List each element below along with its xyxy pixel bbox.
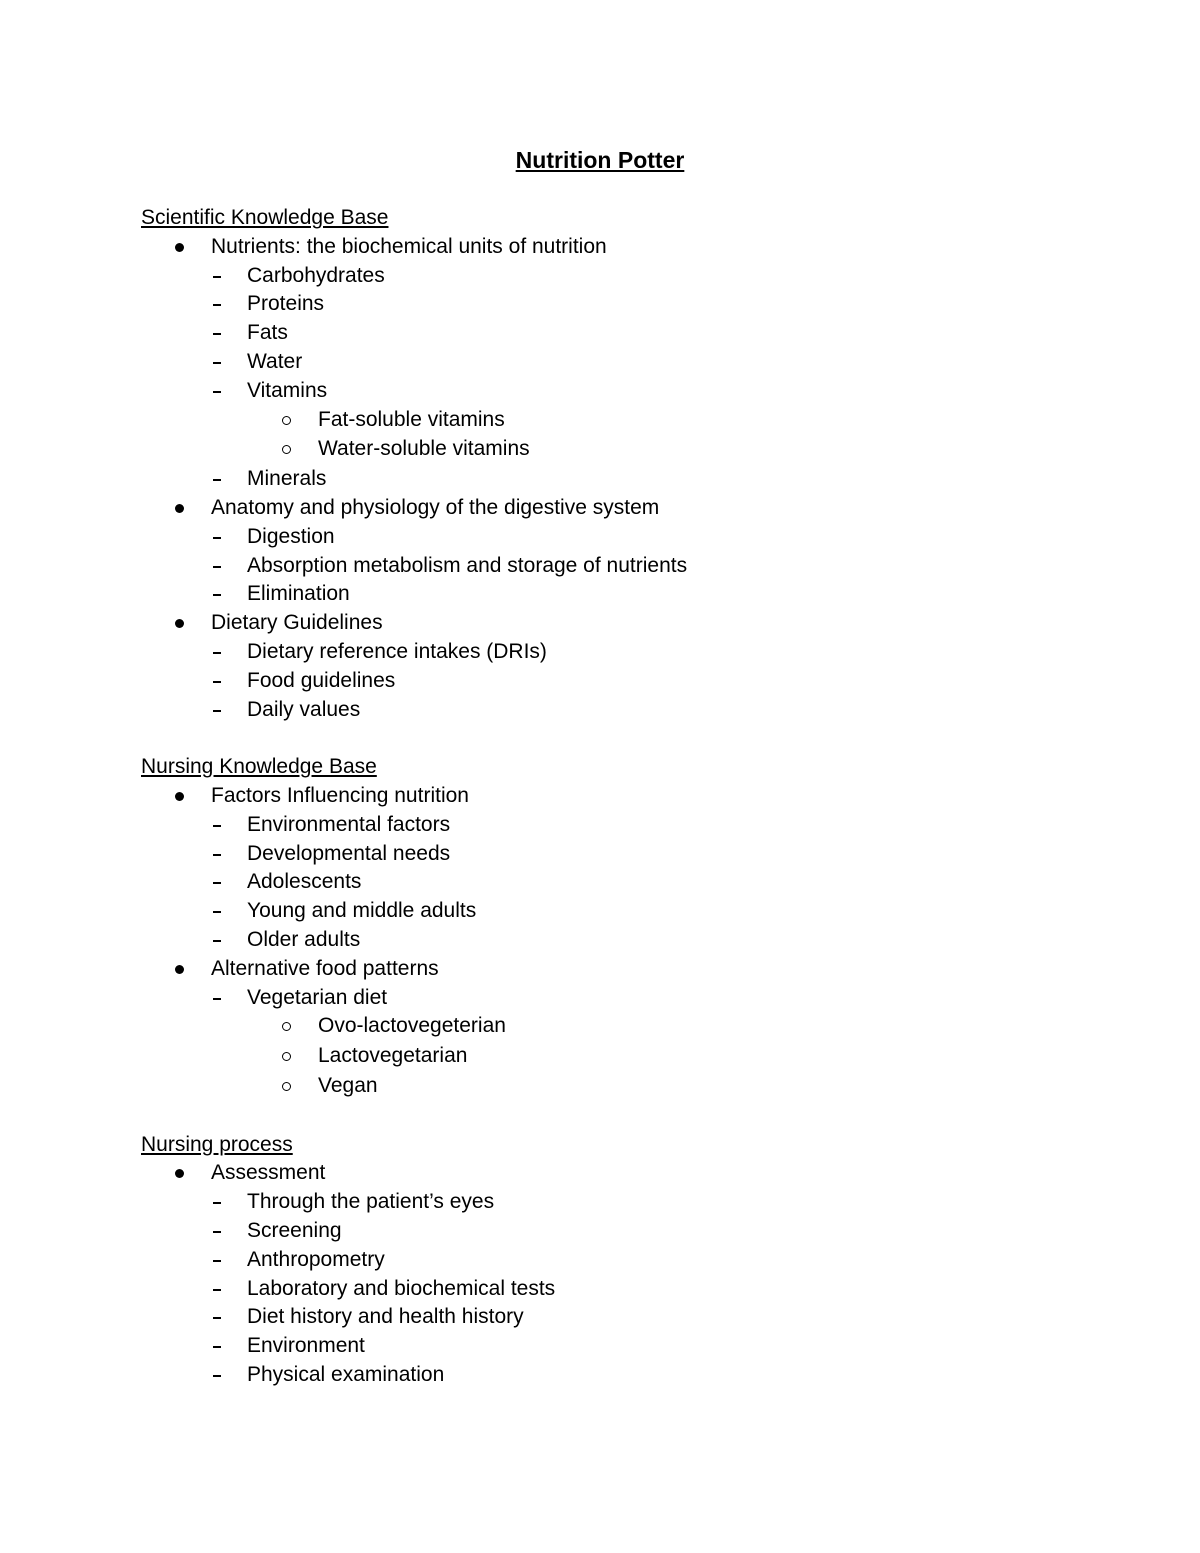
list-item: Food guidelines — [247, 668, 396, 692]
list-item: Vitamins — [247, 378, 328, 402]
dash-icon — [213, 362, 221, 364]
dash-icon — [213, 333, 221, 335]
sub-list-item: Lactovegetarian — [318, 1044, 468, 1068]
dash-icon — [213, 1231, 221, 1233]
list-item: Environmental factors — [247, 812, 451, 836]
dash-icon — [213, 1260, 221, 1262]
list-item: Water — [247, 350, 303, 373]
bullet-item: Nutrients: the biochemical units of nutrition — [211, 234, 607, 258]
sub-list-item: Fat-soluble vitamins — [318, 407, 505, 431]
sub-list-item: Vegan — [318, 1074, 378, 1097]
list-item: Older adults — [247, 928, 361, 951]
dash-icon — [213, 882, 221, 884]
list-item: Screening — [247, 1219, 342, 1242]
circle-bullet-icon — [282, 416, 291, 425]
list-item: Developmental needs — [247, 841, 451, 865]
dash-icon — [213, 594, 221, 596]
bullet-icon — [175, 504, 184, 513]
document-title: Nutrition Potter — [515, 147, 685, 173]
bullet-item: Factors Influencing nutrition — [211, 784, 469, 807]
list-item: Daily values — [247, 697, 361, 721]
list-item: Minerals — [247, 467, 327, 491]
list-item: Proteins — [247, 292, 325, 316]
list-item: Physical examination — [247, 1363, 445, 1386]
list-item: Laboratory and biochemical tests — [247, 1276, 556, 1300]
list-item: Absorption metabolism and storage of nutrients — [247, 553, 688, 577]
dash-icon — [213, 304, 221, 306]
circle-bullet-icon — [282, 1052, 291, 1061]
dash-icon — [213, 537, 221, 539]
dash-icon — [213, 854, 221, 856]
circle-bullet-icon — [282, 1022, 291, 1031]
dash-icon — [213, 940, 221, 942]
list-item: Anthropometry — [247, 1247, 385, 1271]
dash-icon — [213, 1375, 221, 1377]
bullet-icon — [175, 243, 184, 252]
list-item: Elimination — [247, 582, 350, 606]
dash-icon — [213, 710, 221, 712]
dash-icon — [213, 911, 221, 913]
bullet-item: Dietary Guidelines — [211, 611, 383, 635]
list-item: Environment — [247, 1334, 365, 1358]
dash-icon — [213, 652, 221, 654]
bullet-item: Anatomy and physiology of the digestive system — [211, 496, 660, 519]
dash-icon — [213, 681, 221, 683]
sub-list-item: Water-soluble vitamins — [318, 437, 530, 461]
dash-icon — [213, 1202, 221, 1204]
list-item: Vegetarian diet — [247, 985, 388, 1009]
list-item: Carbohydrates — [247, 263, 385, 287]
dash-icon — [213, 1317, 221, 1319]
dash-icon — [213, 1289, 221, 1291]
dash-icon — [213, 825, 221, 827]
dash-icon — [213, 998, 221, 1000]
dash-icon — [213, 276, 221, 278]
bullet-icon — [175, 619, 184, 628]
bullet-item: Assessment — [211, 1161, 326, 1185]
list-item: Digestion — [247, 524, 335, 548]
list-item: Through the patient’s eyes — [247, 1190, 495, 1214]
circle-bullet-icon — [282, 445, 291, 454]
list-item: Young and middle adults — [247, 899, 477, 923]
dash-icon — [213, 479, 221, 481]
sub-list-item: Ovo-lactovegeterian — [318, 1014, 506, 1038]
dash-icon — [213, 391, 221, 393]
list-item: Fats — [247, 321, 288, 345]
section-heading: Nursing Knowledge Base — [141, 755, 377, 779]
dash-icon — [213, 566, 221, 568]
section-heading: Scientific Knowledge Base — [141, 206, 389, 229]
list-item: Dietary reference intakes (DRIs) — [247, 640, 547, 663]
dash-icon — [213, 1346, 221, 1348]
bullet-icon — [175, 792, 184, 801]
list-item: Diet history and health history — [247, 1305, 524, 1329]
bullet-icon — [175, 965, 184, 974]
section-heading: Nursing process — [141, 1132, 293, 1156]
bullet-icon — [175, 1169, 184, 1178]
circle-bullet-icon — [282, 1082, 291, 1091]
bullet-item: Alternative food patterns — [211, 956, 439, 980]
list-item: Adolescents — [247, 870, 362, 894]
